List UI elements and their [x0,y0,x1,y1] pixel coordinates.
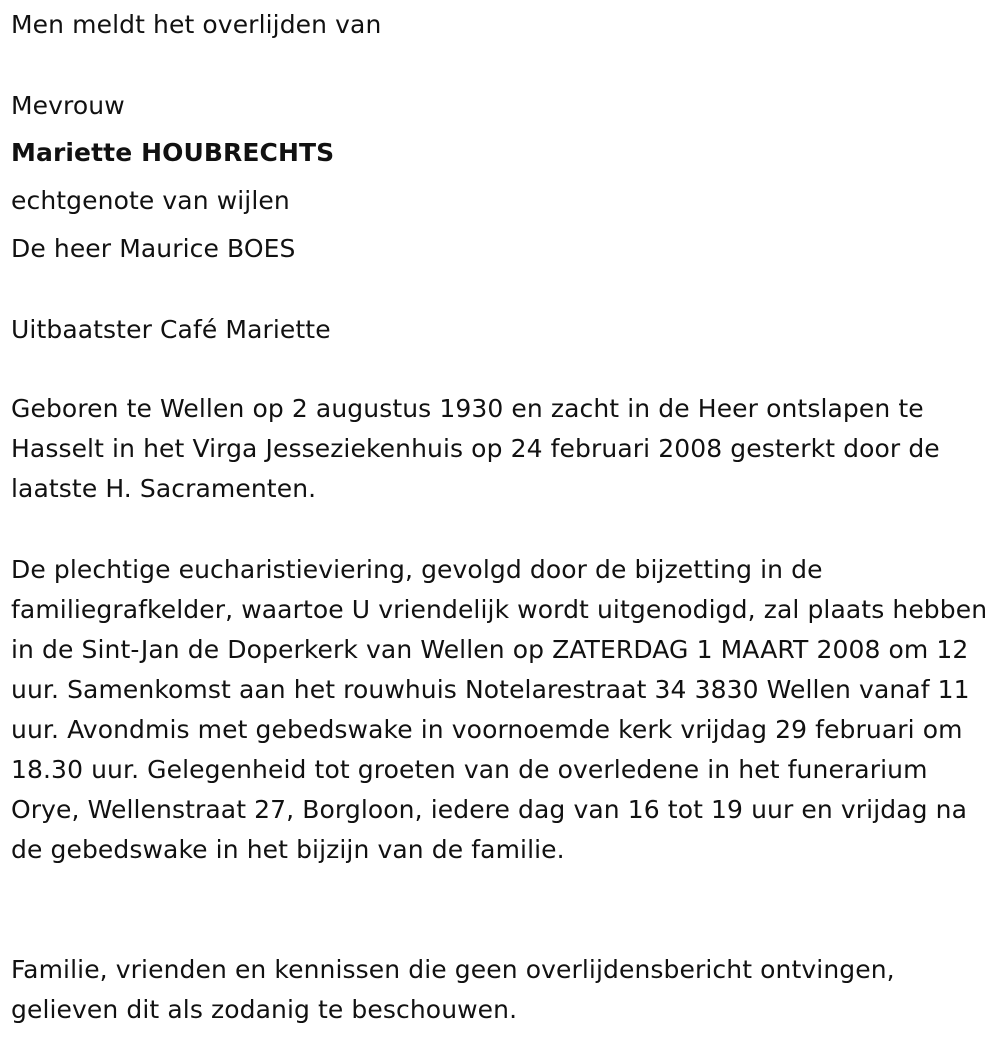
spouse-name: De heer Maurice BOES [11,234,296,263]
occupation: Uitbaatster Café Mariette [11,315,331,344]
closing-paragraph: Familie, vrienden en kennissen die geen overlijdensbericht ontvingen, gelieven dit als zodanig te beschouwen. [11,955,895,1024]
intro-line: Men meldt het overlijden van [11,10,382,39]
ceremony-paragraph: De plechtige eucharistieviering, gevolgd door de bijzetting in de familiegrafkelder, waartoe U vriendelijk wordt uitgenodigd, zal plaats hebben in de Sint-Jan de Doperkerk van Wellen op ZATERDAG 1 MAART 2008 om 12 uur. Samenkomst aan het rouwhuis Notelarestraat 34 3830 Wellen vanaf 11 uur. Avondmis met gebedswake in voornoemde kerk vrijdag 29 februari om 18.30 uur. Gelegenheid tot groeten van de overledene in het funerarium Orye, Wellenstraat 27, Borgloon, iedere dag van 16 tot 19 uur en vrijdag na de gebedswake in het bijzijn van de familie. [11,555,988,864]
deceased-name: Mariette HOUBRECHTS [11,138,335,167]
salutation: Mevrouw [11,91,125,120]
spouse-prefix: echtgenote van wijlen [11,186,290,215]
birth-death-paragraph: Geboren te Wellen op 2 augustus 1930 en zacht in de Heer ontslapen te Hasselt in het Virga Jesseziekenhuis op 24 februari 2008 gesterkt door de laatste H. Sacramenten. [11,394,940,503]
